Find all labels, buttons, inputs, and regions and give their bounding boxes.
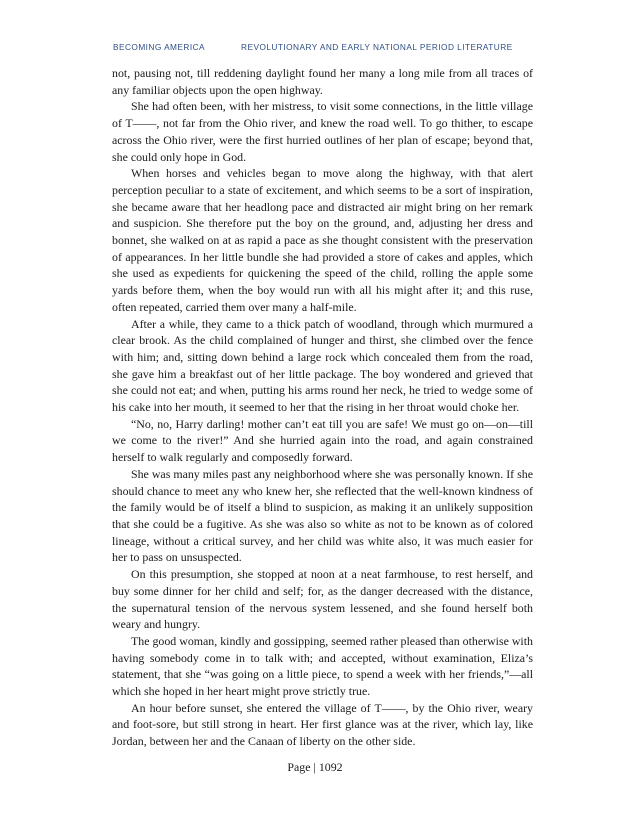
paragraph: After a while, they came to a thick patch of woodland, through which murmured a clear brook. As the child complained of hunger and thirst, she climbed over the fence with him; and, sitting down behind a large rock which concealed them from the road, she gave him a breakfast out of her little package. The boy wondered and grieved that she could not eat; and when, putting his arms round her neck, he tried to wedge some of his cake into her mouth, it seemed to her that the rising in her throat would choke her.: [112, 316, 533, 415]
header-series-title: BECOMING AMERICA: [113, 42, 206, 52]
paragraph: The good woman, kindly and gossipping, seemed rather pleased than otherwise with having somebody come in to talk with; and accepted, without examination, Eliza’s statement, that she “was going on a little piece, to spend a week with her friends,”—all which she hoped in her heart might prove strictly true.: [112, 633, 533, 699]
header-section-title: REVOLUTIONARY AND EARLY NATIONAL PERIOD LITERATURE: [241, 42, 513, 52]
paragraph: She was many miles past any neighborhood where she was personally known. If she should chance to meet any who knew her, she reflected that the well-known kindness of the family would be of itself a blind to suspicion, as making it an unlikely supposition that she could be a fugitive. As she was also so white as not to be known as of colored lineage, without a critical survey, and her child was white also, it was much easier for her to pass on unsuspected.: [112, 466, 533, 565]
page-body-text: [112, 65, 533, 750]
paragraph: On this presumption, she stopped at noon at a neat farmhouse, to rest herself, and buy some dinner for her child and self; for, as the danger decreased with the distance, the supernatural tension of the nervous system lessened, and she found herself both weary and hungry.: [112, 567, 533, 632]
paragraph: “No, no, Harry darling! mother can’t eat till you are safe! We must go on—on—till we come to the river!” And she hurried again into the road, and again constrained herself to walk regularly and composedly forward.: [112, 416, 533, 465]
page-number: Page | 1092: [287, 760, 343, 774]
paragraph: An hour before sunset, she entered the village of T——, by the Ohio river, weary and foot-sore, but still strong in heart. Her first glance was at the river, which lay, like Jordan, between her and the Canaan of liberty on the other side.: [112, 700, 533, 749]
paragraph: not, pausing not, till reddening daylight found her many a long mile from all traces of any familiar objects upon the open highway.: [112, 66, 533, 97]
paragraph: When horses and vehicles began to move along the highway, with that alert perception peculiar to a state of excitement, and which seems to be a sort of inspiration, she became aware that her headlong pace and distracted air might bring on her remark and suspicion. She therefore put the boy on the ground, and, adjusting her dress and bonnet, she walked on at as rapid a pace as she thought consistent with the preservation of appearances. In her little bundle she had provided a store of cakes and apples, which she used as expedients for quickening the speed of the child, rolling the apple some yards before them, when the boy would run with all his might after it; and this ruse, often repeated, carried them over many a half-mile.: [112, 166, 533, 314]
paragraph: She had often been, with her mistress, to visit some connections, in the little village of T——, not far from the Ohio river, and knew the road well. To go thither, to escape across the Ohio river, were the first hurried outlines of her plan of escape; beyond that, she could only hope in God.: [112, 99, 533, 164]
running-header: [113, 42, 532, 52]
